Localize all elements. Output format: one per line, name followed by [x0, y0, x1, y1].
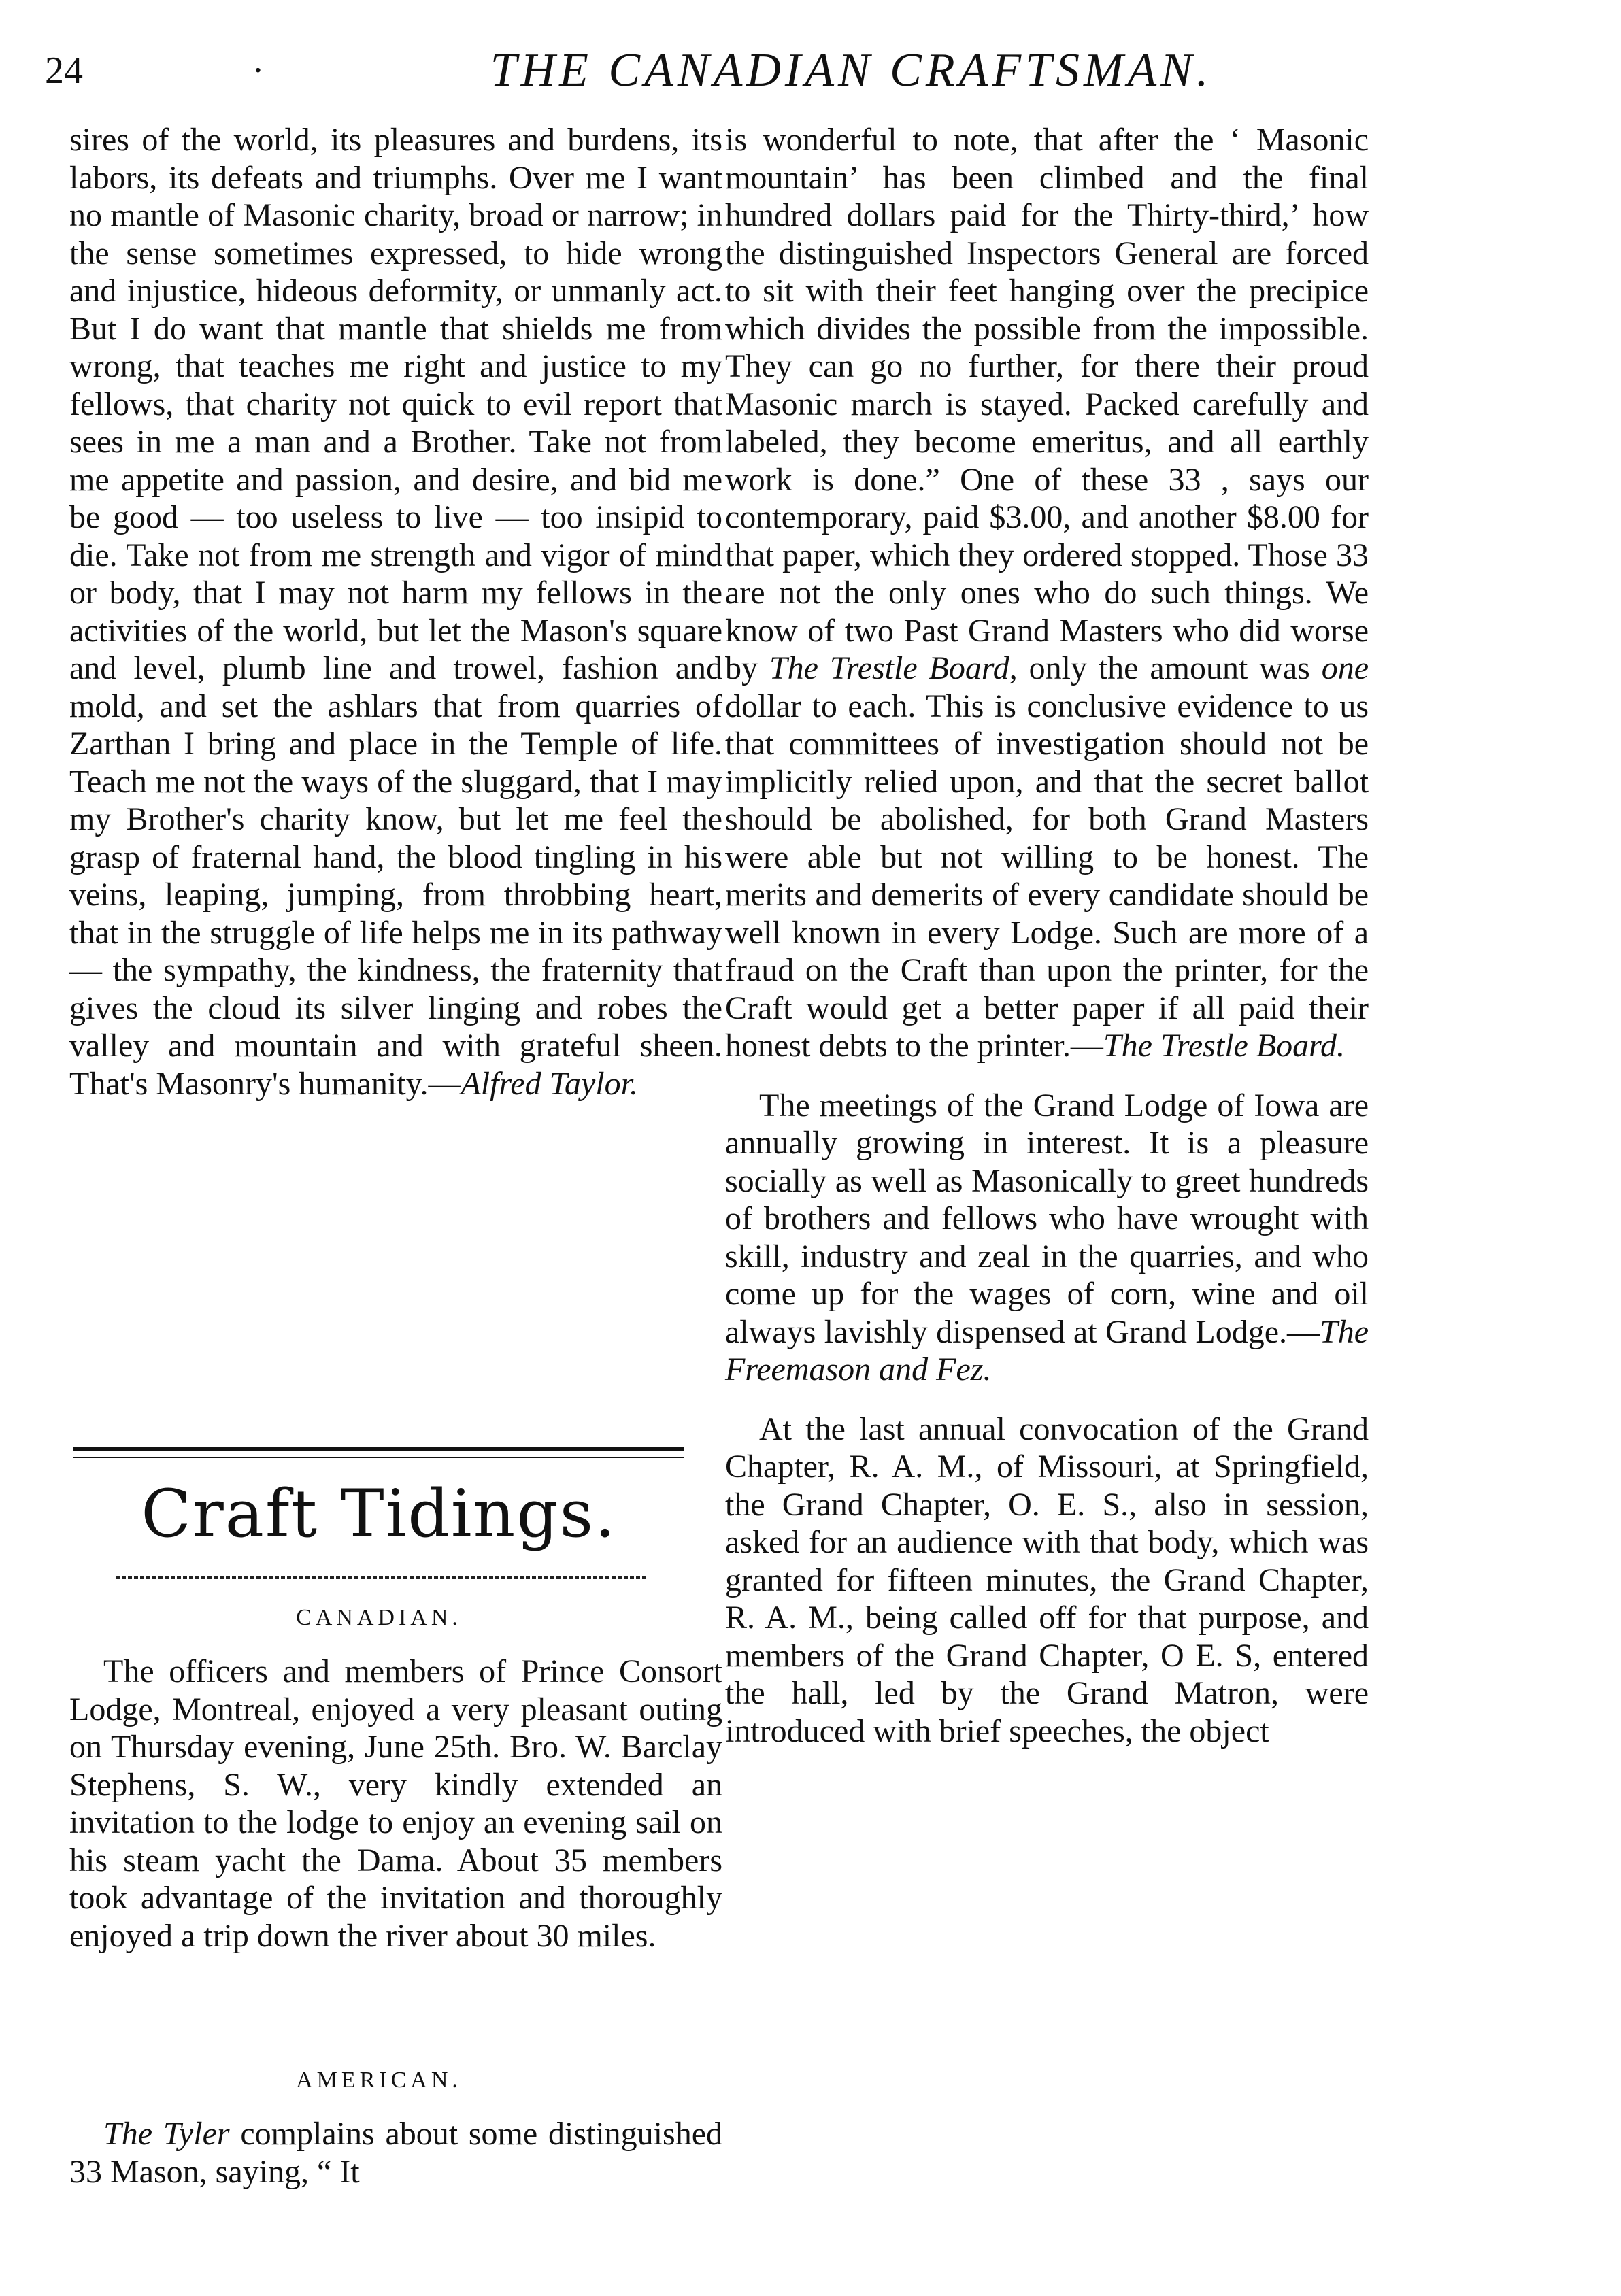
mountain-text-a: is wonderful to note, that after the ‘ Masonic mountain’ has been climbed and the final hundred dollars paid for the Thirty-third,’ how the distinguished Inspectors General are forced to sit with their feet hanging over the precipice which divides the possible from the impossible. They can go no further, for there their proud Masonic march is stayed. Packed carefully and labeled, they become emeritus, and all earthly work is done.” One of these 33 , says our contemporary, paid $3.00, and another $8.00 for that paper, which they ordered stopped. Those 33 are not the only ones who do such things. We know of two Past Grand Masters who did worse by — [725, 122, 1369, 686]
subhead-canadian: CANADIAN. — [296, 1605, 462, 1630]
mountain-italic-1: The Trestle Board — [769, 650, 1009, 686]
left-column — [69, 121, 722, 1102]
page-number: 24 — [45, 50, 83, 92]
running-title: THE CANADIAN CRAFTSMAN. — [490, 44, 1213, 97]
page-header — [35, 35, 1586, 97]
iowa-paragraph — [725, 1087, 1369, 1389]
left-column-bottom — [69, 2115, 722, 2191]
mountain-text-b: , only the amount was — [1009, 650, 1322, 686]
right-column — [725, 121, 1369, 1750]
tyler-text: complains about some distinguished 33 Mason, saying, “ It — [69, 2116, 723, 2190]
masonic-mountain-paragraph — [725, 121, 1369, 1065]
header-dot: · — [252, 50, 265, 92]
tyler-paragraph — [69, 2115, 722, 2191]
tyler-italic: The Tyler — [103, 2116, 230, 2152]
prince-consort-paragraph: The officers and members of Prince Consort Lodge, Montreal, enjoyed a very pleasant outing on Thursday evening, June 25th. Bro. W. Barclay Stephens, S. W., very kindly extended an invitation to the lodge to enjoy an evening sail on his steam yacht the Dama. About 35 members took advantage of the invitation and thoroughly enjoyed a trip down the river about 30 miles. — [69, 1653, 722, 1954]
mountain-italic-2: one — [1321, 650, 1369, 686]
mountain-signature: The Trestle Board. — [1103, 1028, 1346, 1064]
section-rule-top — [73, 1447, 684, 1451]
iowa-signature: The Freemason and Fez. — [725, 1313, 1369, 1387]
left-column-lower — [69, 1653, 722, 1955]
humanity-signature: Alfred Taylor. — [461, 1065, 638, 1102]
humanity-paragraph — [69, 121, 722, 1102]
iowa-text: The meetings of the Grand Lodge of Iowa are annually growing in interest. It is a pleasure socially as well as Masonically to greet hundreds of brothers and fellows who have wrought with skill, industry and zeal in the quarries, and who come up for the wages of corn, wine and oil always lavishly dispensed at Grand Lodge.— — [725, 1087, 1369, 1350]
section-rule-top-thin — [73, 1457, 684, 1458]
section-rule-dashed — [116, 1576, 646, 1578]
missouri-paragraph: At the last annual convocation of the Grand Chapter, R. A. M., of Missouri, at Springfield, the Grand Chapter, O. E. S., also in session, asked for an audience with that body, which was granted for fifteen minutes, the Grand Chapter, R. A. M., being called off for that purpose, and members of the Grand Chapter, O E. S, entered the hall, led by the Grand Matron, were introduced with brief speeches, the object — [725, 1411, 1369, 1749]
subhead-american: AMERICAN. — [296, 2067, 462, 2093]
mountain-text-c: dollar to each. This is conclusive evidence to us that committees of investigation should not be implicitly relied upon, and that the secret ballot should be abolished, for both Grand Masters were able but not willing to be honest. The merits and demerits of every candidate should be well known in every Lodge. Such are more of a fraud on the Craft than upon the printer, for the Craft would get a better paper if all paid their honest debts to the printer.— — [725, 688, 1369, 1064]
humanity-text: sires of the world, its pleasures and burdens, its labors, its defeats and triumphs. Over me I want no mantle of Masonic charity, broad or narrow; in the sense sometimes expressed, to hide wrong and injustice, hideous deformity, or unmanly act. But I do want that mantle that shields me from wrong, that teaches me right and justice to my fellows, that charity not quick to evil report that sees in me a man and a Brother. Take not from me appetite and passion, and desire, and bid me be good — too useless to live — too insipid to die. Take not from me strength and vigor of mind or body, that I may not harm my fellows in the activities of the world, but let the Mason's square and level, plumb line and trowel, fashion and mold, and set the ashlars that from quarries of Zarthan I bring and place in the Temple of life. Teach me not the ways of the sluggard, that I may my Brother's charity know, but let me feel the grasp of fraternal hand, the blood tingling in his veins, leaping, jumping, from throbbing heart, that in the struggle of life helps me in its pathway — the sympathy, the kindness, the fraternity that gives the cloud its silver linging and robes the valley and mountain and with grateful sheen. That's Masonry's humanity.— — [69, 122, 722, 1102]
section-title: Craft Tidings. — [141, 1476, 617, 1552]
